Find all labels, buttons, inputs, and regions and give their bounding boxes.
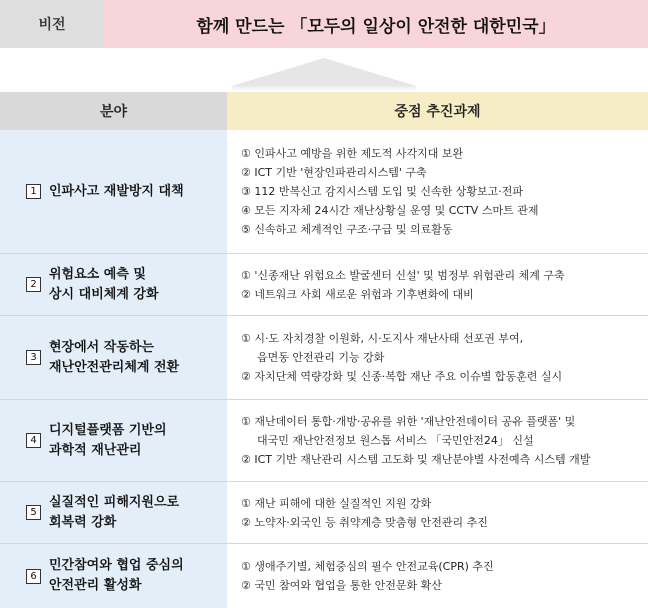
task-item-continuation: 대국민 재난안전정보 원스톱 서비스 「국민안전24」 신설 bbox=[257, 434, 534, 447]
table-header bbox=[0, 92, 648, 130]
task-cell bbox=[227, 130, 648, 253]
task-item: ② 국민 참여와 협업을 통한 안전문화 확산 bbox=[241, 579, 442, 592]
task-cell bbox=[227, 482, 648, 543]
area-cell bbox=[0, 316, 227, 399]
task-item: ① 시·도 자치경찰 이원화, 시·도지사 재난사태 선포권 부여, bbox=[241, 332, 524, 345]
task-cell bbox=[227, 400, 648, 481]
task-item: ④ 모든 지자체 24시간 재난상황실 운영 및 CCTV 스마트 관제 bbox=[241, 204, 539, 217]
task-item: ③ 112 반복신고 감지시스템 도입 및 신속한 상황보고·전파 bbox=[241, 185, 523, 198]
area-title-line: 디지털플랫폼 기반의 bbox=[49, 422, 167, 438]
area-cell bbox=[0, 482, 227, 543]
task-item: ① 재난데이터 통합·개방·공유를 위한 '재난안전데이터 공유 플랫폼' 및 bbox=[241, 415, 576, 428]
task-item: ② ICT 기반 재난관리 시스템 고도화 및 재난분야별 사전예측 시스템 개발 bbox=[241, 453, 591, 466]
area-title bbox=[49, 338, 179, 378]
task-cell bbox=[227, 316, 648, 399]
area-title-line: 회복력 강화 bbox=[49, 514, 117, 530]
task-cell bbox=[227, 544, 648, 608]
area-number: 2 bbox=[26, 277, 41, 292]
header-area: 분야 bbox=[0, 92, 227, 130]
area-title bbox=[49, 493, 179, 533]
area-title bbox=[49, 556, 184, 596]
area-title-line: 과학적 재난관리 bbox=[49, 442, 142, 458]
vision-statement: 함께 만드는 「모두의 일상이 안전한 대한민국」 bbox=[104, 0, 648, 48]
area-cell bbox=[0, 544, 227, 608]
task-item: ① 인파사고 예방을 위한 제도적 사각지대 보완 bbox=[241, 147, 464, 160]
area-number: 5 bbox=[26, 505, 41, 520]
up-arrow-icon bbox=[0, 48, 648, 92]
task-item: ② ICT 기반 '현장인파관리시스템' 구축 bbox=[241, 166, 427, 179]
area-title-line: 재난안전관리체계 전환 bbox=[49, 359, 180, 375]
area-title-line: 상시 대비체계 강화 bbox=[49, 286, 159, 302]
task-item: ① '신종재난 위험요소 발굴센터 신설' 및 범정부 위험관리 체계 구축 bbox=[241, 268, 565, 282]
area-number: 3 bbox=[26, 350, 41, 365]
area-title-line: 현장에서 작동하는 bbox=[49, 339, 154, 355]
area-cell bbox=[0, 254, 227, 315]
area-title-line: 민간참여와 협업 중심의 bbox=[49, 558, 184, 573]
area-row-2 bbox=[0, 254, 648, 316]
area-title-line: 실질적인 피해지원으로 bbox=[49, 494, 180, 510]
area-number: 1 bbox=[26, 184, 41, 199]
area-row-1 bbox=[0, 130, 648, 254]
area-row-6 bbox=[0, 544, 648, 608]
area-title bbox=[49, 421, 167, 461]
area-title bbox=[49, 182, 184, 202]
area-row-5 bbox=[0, 482, 648, 544]
task-item: ② 네트워크 사회 새로운 위험과 기후변화에 대비 bbox=[241, 287, 474, 301]
task-cell bbox=[227, 254, 648, 315]
task-item: ② 노약자·외국인 등 취약계층 맞춤형 안전관리 추진 bbox=[241, 515, 488, 529]
area-number: 4 bbox=[26, 433, 41, 448]
area-row-4 bbox=[0, 400, 648, 482]
area-row-3 bbox=[0, 316, 648, 400]
header-tasks: 중점 추진과제 bbox=[227, 92, 648, 130]
vision-label: 비전 bbox=[0, 0, 104, 48]
task-item: ① 재난 피해에 대한 실질적인 지원 강화 bbox=[241, 496, 432, 510]
area-title-line: 위험요소 예측 및 bbox=[49, 266, 146, 282]
area-cell bbox=[0, 130, 227, 253]
area-title-line: 안전관리 활성화 bbox=[49, 578, 142, 593]
area-number: 6 bbox=[26, 569, 41, 584]
task-item: ① 생애주기별, 체험중심의 필수 안전교육(CPR) 추진 bbox=[241, 560, 494, 573]
area-cell bbox=[0, 400, 227, 481]
area-title bbox=[49, 265, 159, 305]
task-item-continuation: 읍면동 안전관리 기능 강화 bbox=[257, 351, 385, 364]
task-item: ② 자치단체 역량강화 및 신종·복합 재난 주요 이슈별 합동훈련 실시 bbox=[241, 370, 563, 383]
vision-row bbox=[0, 0, 648, 48]
area-title-line: 인파사고 재발방지 대책 bbox=[49, 183, 184, 199]
task-item: ⑤ 신속하고 체계적인 구조·구급 및 의료활동 bbox=[241, 223, 453, 236]
